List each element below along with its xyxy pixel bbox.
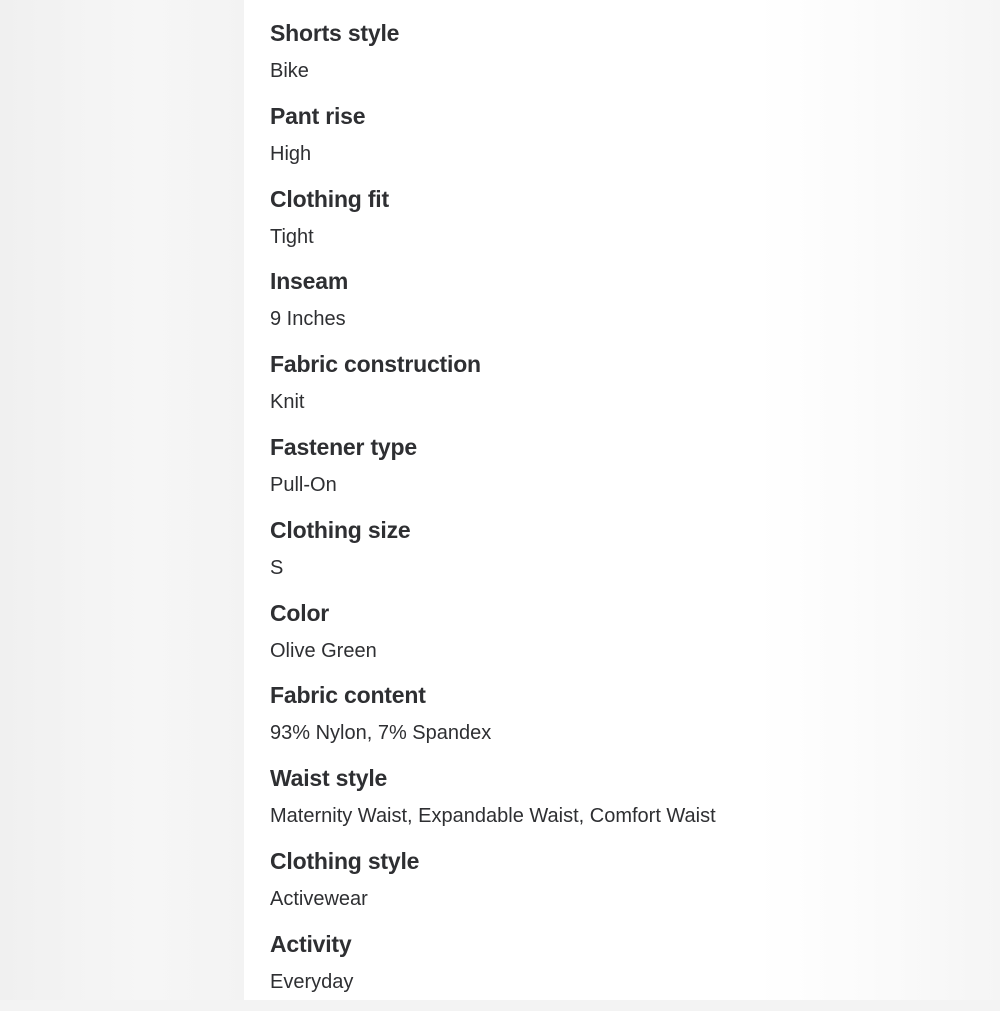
spec-value: Olive Green xyxy=(270,639,377,662)
spec-label: Color xyxy=(270,599,330,626)
spec-label: Pant rise xyxy=(270,102,366,129)
spec-label: Fabric content xyxy=(270,682,426,709)
spec-item-clothing-fit xyxy=(270,183,716,266)
spec-item-fabric-construction xyxy=(270,348,716,431)
spec-item-waist-style xyxy=(270,762,716,845)
spec-item-pant-rise xyxy=(270,100,716,183)
spec-item-clothing-style xyxy=(270,845,716,928)
spec-item-shorts-style xyxy=(270,17,716,100)
spec-value: High xyxy=(270,142,312,165)
spec-item-activity xyxy=(270,928,716,1011)
spec-label: Waist style xyxy=(270,765,388,792)
spec-label: Fastener type xyxy=(270,433,417,460)
spec-label: Clothing fit xyxy=(270,185,389,212)
spec-value: 9 Inches xyxy=(270,308,346,331)
spec-value: Pull-On xyxy=(270,473,337,496)
spec-item-color xyxy=(270,597,716,680)
spec-item-fabric-content xyxy=(270,679,716,762)
spec-value: Everyday xyxy=(270,970,354,993)
spec-value: Bike xyxy=(270,60,309,82)
spec-value: Activewear xyxy=(270,887,368,910)
background-left xyxy=(0,0,244,1000)
specifications-list xyxy=(270,17,716,1011)
spec-label: Clothing size xyxy=(270,516,411,543)
spec-item-clothing-size xyxy=(270,514,716,597)
spec-value: Tight xyxy=(270,225,314,248)
spec-value: Maternity Waist, Expandable Waist, Comfort Waist xyxy=(270,805,716,828)
spec-value: Knit xyxy=(270,391,305,414)
spec-label: Fabric construction xyxy=(270,351,481,378)
spec-label: Inseam xyxy=(270,268,349,295)
spec-label: Activity xyxy=(270,930,352,957)
specifications-panel xyxy=(244,0,758,1000)
spec-label: Shorts style xyxy=(270,20,400,46)
spec-value: S xyxy=(270,556,284,579)
spec-item-fastener-type xyxy=(270,431,716,514)
background-right xyxy=(758,0,1000,1000)
spec-value: 93% Nylon, 7% Spandex xyxy=(270,722,492,745)
spec-label: Clothing style xyxy=(270,847,420,874)
spec-item-inseam xyxy=(270,265,716,348)
